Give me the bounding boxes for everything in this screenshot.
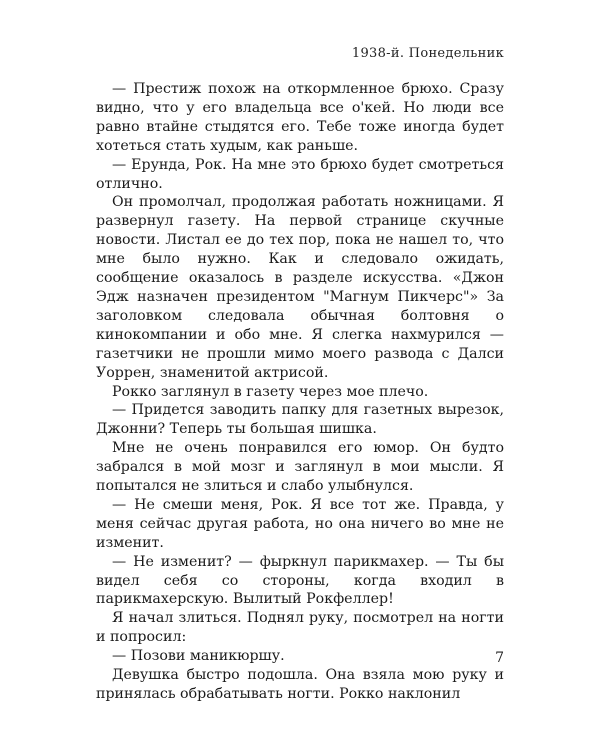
paragraph-6: Мне не очень понравился его юмор. Он будто забрался в мой мозг и заглянул в мои мысли. Я попытался не злиться и слабо улыбнулся. (96, 440, 504, 495)
page-number: 7 (495, 650, 504, 666)
paragraph-10: — Позови маникюршу. (112, 648, 285, 665)
paragraph-11: Девушка быстро подошла. Она взяла мою руку и принялась обрабатывать ногти. Рокко наклонил (96, 667, 504, 702)
paragraph-8: — Не изменит? — фыркнул парикмахер. — Ты бы видел себя со стороны, когда входил в парикмахерскую. Вылитый Рокфеллер! (96, 553, 504, 608)
running-header: 1938-й. Понедельник (351, 46, 504, 61)
paragraph-5: — Придется заводить папку для газетных вырезок, Джонни? Теперь ты большая шишка. (96, 402, 504, 438)
paragraph-2: — Ерунда, Рок. На мне это брюхо будет смотреться отлично. (96, 156, 504, 192)
body-text (96, 80, 504, 704)
paragraph-1: — Престиж похож на откормленное брюхо. Сразу видно, что у его владельца все о'кей. Но люди все равно втайне стыдятся его. Тебе тоже иногда будет хотеться стать худым, как раньше. (96, 81, 504, 154)
paragraph-7: — Не смеши меня, Рок. Я все тот же. Правда, у меня сейчас другая работа, но она ничего во мне не изменит. (96, 496, 504, 551)
paragraph-9: Я начал злиться. Поднял руку, посмотрел на ногти и попросил: (96, 610, 504, 646)
paragraph-4: Рокко заглянул в газету через мое плечо. (112, 383, 429, 400)
paragraph-3: Он промолчал, продолжая работать ножницами. Я развернул газету. На первой странице скучные новости. Листал ее до тех пор, пока не нашел то, что мне было нужно. Как и следовало ожидать, сообщение оказалось в разделе искусства. «Джон Эдж назначен президентом "Магнум Пикчерс"» За заголовком следовала обычная болтовня о кинокомпании и обо мне. Я слегка нахмурился — газетчики не прошли мимо моего развода с Далси Уоррен, знаменитой актрисой. (96, 194, 504, 381)
